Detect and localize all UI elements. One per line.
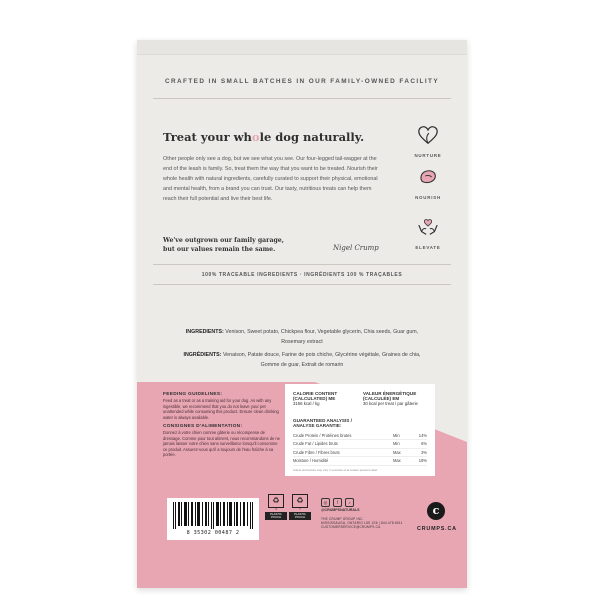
calorie-en-title: CALORIE CONTENT (CALCULATED) ME: [293, 391, 338, 401]
feeding-guidelines: [163, 392, 281, 457]
headline-accent-o: o: [251, 130, 260, 144]
tagline: CRAFTED IN SMALL BATCHES IN OUR FAMILY-OWNED FACILITY: [165, 78, 439, 85]
ga-value: 18%: [418, 458, 427, 464]
feeding-en-title: FEEDING GUIDELINES:: [163, 392, 223, 397]
ingredients-fr-label: INGRÉDIENTS:: [183, 352, 222, 359]
ga-value: 3%: [421, 449, 427, 455]
table-row: [293, 449, 427, 457]
ga-title-en: GUARANTEED ANALYSIS /: [293, 418, 352, 423]
facebook-icon: f: [333, 498, 342, 507]
ga-qualifier: Max: [393, 458, 401, 464]
mid-divider: [153, 264, 451, 265]
feeding-en-text: Feed as a treat or as a training aid for your dog. As with any ingestible, we recommend that you do not leave your pet unattended while consuming this product. Ensure clean drinking water is always available.: [163, 398, 279, 420]
ga-nutrient: Moisture / Humidité: [293, 458, 329, 464]
ga-value: 14%: [418, 433, 427, 438]
ingredients-fr: [177, 351, 427, 370]
traceable-banner: 100% TRACEABLE INGREDIENTS · INGRÉDIENTS 100 % TRAÇABLES: [201, 272, 403, 278]
calorie-en-value: 3156 kcal / kg: [293, 401, 320, 406]
nurture-label: NURTURE: [414, 153, 442, 158]
top-divider: [153, 98, 451, 99]
headline: [163, 130, 364, 144]
nutrition-panel: [285, 384, 435, 476]
recycle-symbol-4: [265, 494, 287, 520]
instagram-icon: ◎: [321, 498, 330, 507]
barcode-bars: [173, 502, 253, 529]
elevate-label: ELEVATE: [415, 245, 441, 250]
ingredients-en-label: INGREDIENTS:: [185, 329, 224, 335]
headline-part-1: Treat your wh: [163, 130, 252, 144]
nourish-badge: [405, 166, 451, 200]
ga-nutrient: Crude Fat / Lipides bruts: [293, 441, 338, 447]
barcode-digits: 8 35302 00487 2: [186, 530, 240, 536]
ga-nutrient: Crude Protein / Protéines brutes: [293, 433, 352, 438]
values-statement: [163, 236, 323, 254]
mid-divider-2: [153, 284, 451, 285]
calorie-fr-value: 30 kcal per treat / par gâterie: [363, 401, 418, 406]
ingredients-en-text: Venison, Sweet potato, Chickpea flour, Vegetable glycerin, Chia seeds, Guar gum, Rosemary extract: [225, 329, 419, 345]
social-handle: @CRUMPSNATURALS: [321, 508, 360, 512]
nourish-label: NOURISH: [415, 195, 441, 200]
values-line-2: but our values remain the same.: [163, 246, 276, 253]
recycle-symbol-7: [289, 494, 311, 520]
ingredients-block: [177, 328, 427, 370]
treat-bag-back: [137, 40, 467, 588]
brand-story: Other people only see a dog, but we see what you see. Our four-legged tail-wagger at the end of the leash is family. So, treat them the way that you want to be treated. Nourish their whole health with natural ingredients, carefully curated to support their physical, emotional and mental health, from a brand you can trust. Our tasty, nutritious treats can help them reach their full potential and live their best life.: [163, 156, 378, 203]
ga-qualifier: Min: [393, 433, 400, 438]
recycle-code: 7: [299, 507, 301, 511]
guaranteed-analysis-table: [293, 432, 427, 466]
bag-seal: [137, 40, 467, 55]
address-line-2: MISSISSAUGA, ONTARIO L5S 1S6 | 844.478.6011: [321, 521, 403, 526]
recycle-label: PLASTIC POUCH: [289, 512, 311, 520]
guaranteed-analysis-title: [293, 418, 352, 428]
recycle-icon: ♻: [292, 494, 308, 508]
headline-part-2: le dog naturally.: [259, 130, 365, 144]
barcode: [167, 498, 259, 540]
website: CRUMPS.CA: [417, 526, 457, 532]
texture-note: Colour and texture may vary / La texture et la couleur peuvent varier: [293, 468, 378, 472]
feeding-fr-title: CONSIGNES D'ALIMENTATION:: [163, 424, 243, 430]
calorie-fr: [363, 391, 433, 406]
heart-icon: [417, 124, 439, 146]
recycle-code: 4: [275, 507, 277, 511]
address-line-1: THE CRUMP GROUP INC.: [321, 517, 364, 521]
ga-qualifier: Min: [393, 441, 400, 447]
ingredients-en: [177, 328, 427, 347]
calorie-en: [293, 391, 359, 406]
crumps-logo: c: [427, 502, 445, 520]
recycle-label: PLASTIC POUCH: [265, 512, 287, 520]
nurture-badge: [405, 124, 451, 158]
ga-title-fr: ANALYSE GARANTIE:: [293, 423, 342, 429]
ga-value: 6%: [421, 441, 427, 447]
table-row: [293, 440, 427, 448]
ga-qualifier: Max: [393, 449, 401, 455]
ingredients-fr-text: Venaison, Patate douce, Farine de pois chiche, Glycérine végétale, Graines de chia, Gomme de guar, Extrait de romarin: [222, 352, 421, 368]
social-icons: [321, 498, 354, 507]
tiktok-icon: ♪: [345, 498, 354, 507]
ga-nutrient: Crude Fibre / Fibres bruts: [293, 449, 340, 455]
feeding-fr-text: Donnez à votre chien comme gâterie ou récompense de dressage. Comme pour tout aliment, nous recommandons de ne jamais laisser votre chien sans surveillance lorsqu'il consomme ce produit. Assurez-vous qu'il a toujours de l'eau fraîche à sa portée.: [163, 430, 280, 458]
company-address: [321, 517, 411, 530]
hands-heart-icon: [416, 216, 440, 238]
recycle-icon: ♻: [268, 494, 284, 508]
founder-signature: Nigel Crump: [333, 244, 379, 252]
values-line-1: We've outgrown our family garage,: [163, 237, 284, 244]
treat-icon: [417, 166, 439, 188]
elevate-badge: [405, 216, 451, 250]
address-line-3: CUSTOMERSERVICE@CRUMPS.CA: [321, 525, 381, 530]
calorie-fr-title: VALEUR ÉNERGÉTIQUE (CALCULÉE) EM: [363, 391, 417, 401]
table-row: [293, 432, 427, 440]
table-row: [293, 457, 427, 465]
